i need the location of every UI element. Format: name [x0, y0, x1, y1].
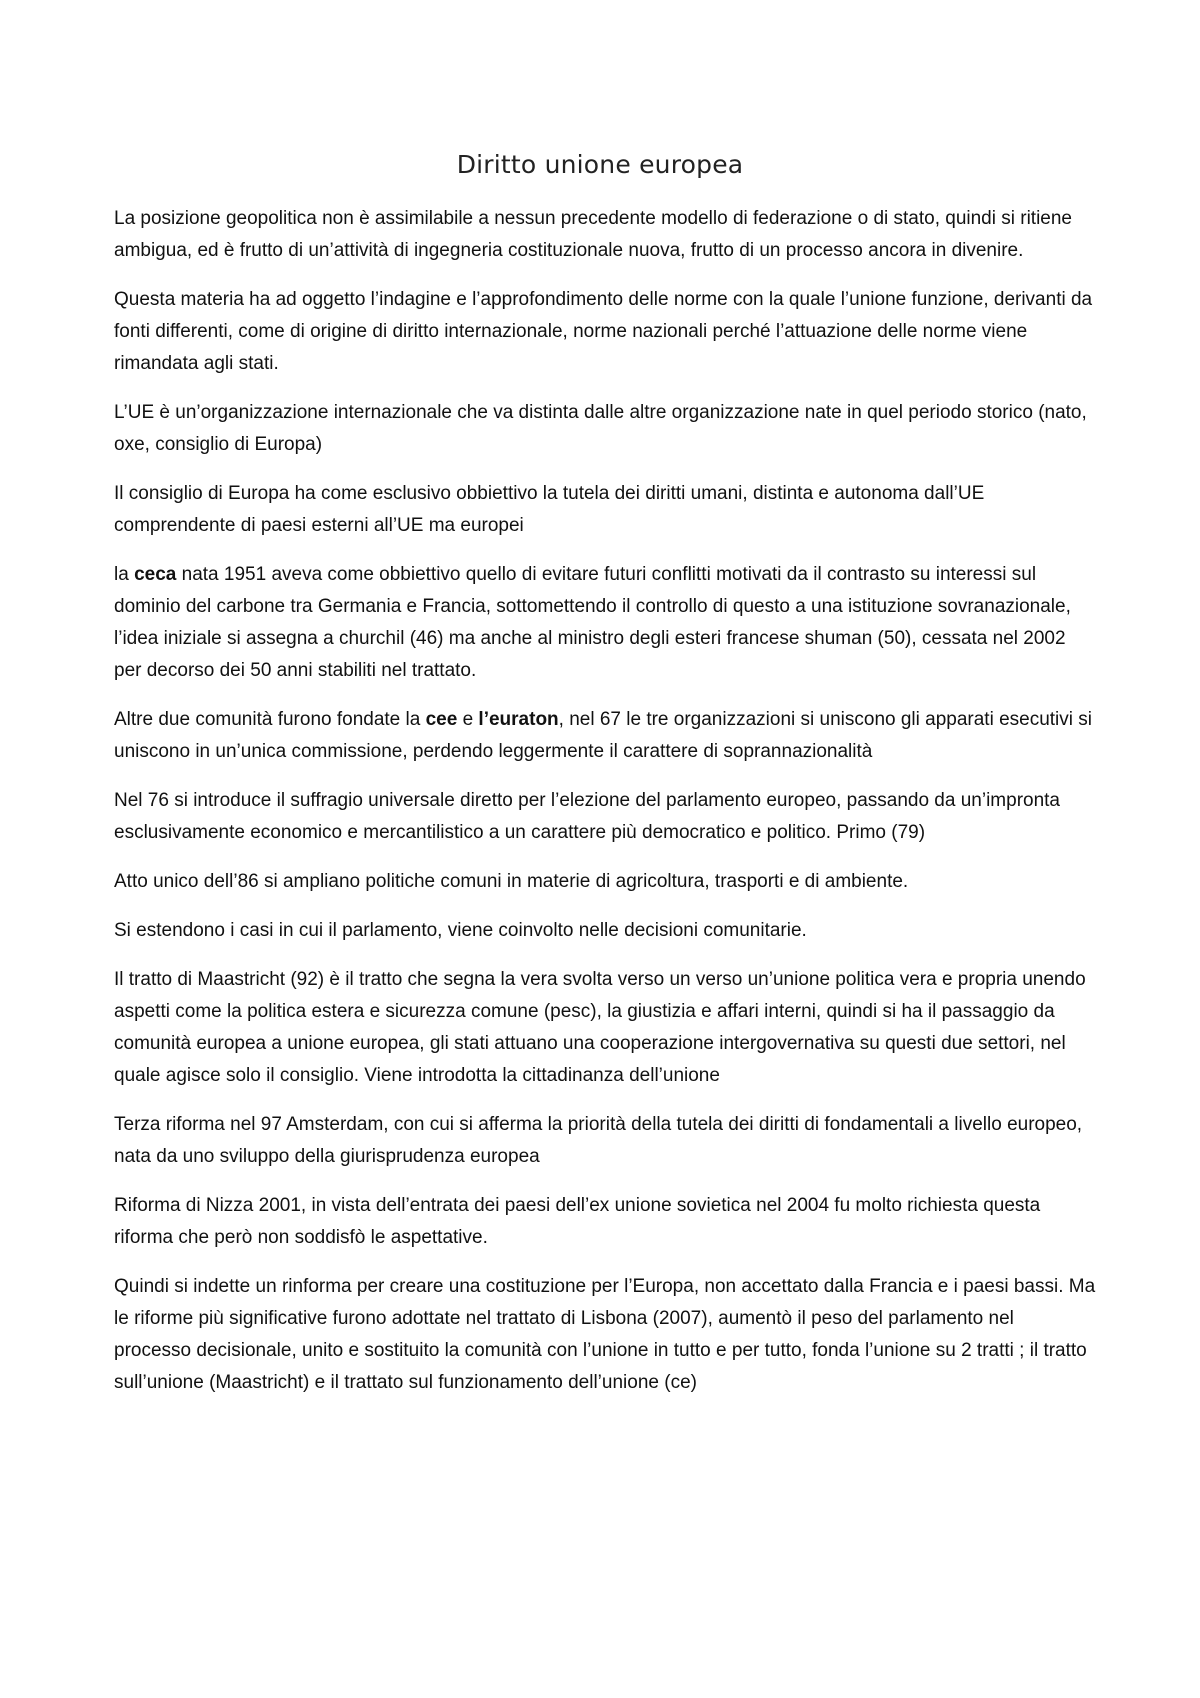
document-body — [114, 203, 1096, 1416]
text-run: Il consiglio di Europa ha come esclusivo obbiettivo la tutela dei diritti umani, distinta e autonoma dall’UE comprendente di paesi esterni all’UE ma europei — [114, 483, 985, 536]
paragraph — [114, 559, 1096, 687]
text-run: la — [114, 564, 135, 585]
text-run: La posizione geopolitica non è assimilabile a nessun precedente modello di federazione o di stato, quindi si ritiene ambigua, ed è frutto di un’attività di ingegneria costituzionale nuova, frutto di un processo ancora in divenire. — [114, 208, 1072, 261]
text-run: e — [457, 709, 479, 730]
paragraph — [114, 915, 1096, 947]
paragraph — [114, 1109, 1096, 1173]
text-run: Si estendono i casi in cui il parlamento, viene coinvolto nelle decisioni comunitarie. — [114, 920, 807, 941]
paragraph — [114, 397, 1096, 461]
document-title: Diritto unione europea — [456, 150, 744, 179]
bold-term: cee — [425, 709, 458, 730]
paragraph — [114, 203, 1096, 267]
paragraph — [114, 785, 1096, 849]
paragraph — [114, 1190, 1096, 1254]
text-run: Nel 76 si introduce il suffragio universale diretto per l’elezione del parlamento europeo, passando da un’impronta esclusivamente economico e mercantilistico a un carattere più democratico e politico. Primo (79) — [114, 790, 1061, 843]
text-run: Il tratto di Maastricht (92) è il tratto che segna la vera svolta verso un verso un’unione politica vera e propria unendo aspetti come la politica estera e sicurezza comune (pesc), la giustizia e affari interni, quindi si ha il passaggio da comunità europea a unione europea, gli stati attuano una cooperazione intergovernativa su questi due settori, nel quale agisce solo il consiglio. Viene introdotta la cittadinanza dell’unione — [114, 969, 1086, 1086]
text-run: Quindi si indette un rinforma per creare una costituzione per l’Europa, non accettato dalla Francia e i paesi bassi. Ma le riforme più significative furono adottate nel trattato di Lisbona (2007), aumentò il peso del parlamento nel processo decisionale, unito e sostituito la comunità con l’unione in tutto e per tutto, fonda l’unione su 2 tratti ; il tratto sull’unione (Maastricht) e il trattato sul funzionamento dell’unione (ce) — [114, 1276, 1096, 1393]
paragraph — [114, 478, 1096, 542]
text-run: Riforma di Nizza 2001, in vista dell’entrata dei paesi dell’ex unione sovietica nel 2004 fu molto richiesta questa riforma che però non soddisfò le aspettative. — [114, 1195, 1041, 1248]
paragraph — [114, 964, 1096, 1092]
text-run: Questa materia ha ad oggetto l’indagine e l’approfondimento delle norme con la quale l’unione funzione, derivanti da fonti differenti, come di origine di diritto internazionale, norme nazionali perché l’attuazione delle norme viene rimandata agli stati. — [114, 289, 1093, 374]
text-run: L’UE è un’organizzazione internazionale che va distinta dalle altre organizzazione nate in quel periodo storico (nato, oxe, consiglio di Europa) — [114, 402, 1087, 455]
paragraph — [114, 866, 1096, 898]
paragraph — [114, 284, 1096, 380]
paragraph — [114, 1271, 1096, 1399]
text-run: , nel 67 le tre organizzazioni si uniscono gli apparati esecutivi si uniscono in un’unica commissione, perdendo leggermente il carattere di soprannazionalità — [114, 709, 1093, 762]
text-run: Atto unico dell’86 si ampliano politiche comuni in materie di agricoltura, trasporti e di ambiente. — [114, 871, 909, 892]
bold-term: ceca — [134, 564, 177, 585]
text-run: Altre due comunità furono fondate la — [114, 709, 426, 730]
bold-term: l’euraton — [478, 709, 559, 730]
text-run: Terza riforma nel 97 Amsterdam, con cui si afferma la priorità della tutela dei diritti di fondamentali a livello europeo, nata da uno sviluppo della giurisprudenza europea — [114, 1114, 1083, 1167]
text-run: nata 1951 aveva come obbiettivo quello di evitare futuri conflitti motivati da il contrasto su interessi sul dominio del carbone tra Germania e Francia, sottomettendo il controllo di questo a una istituzione sovranazionale, l’idea iniziale si assegna a churchil (46) ma anche al ministro degli esteri francese shuman (50), cessata nel 2002 per decorso dei 50 anni stabiliti nel trattato. — [114, 564, 1071, 681]
paragraph — [114, 704, 1096, 768]
